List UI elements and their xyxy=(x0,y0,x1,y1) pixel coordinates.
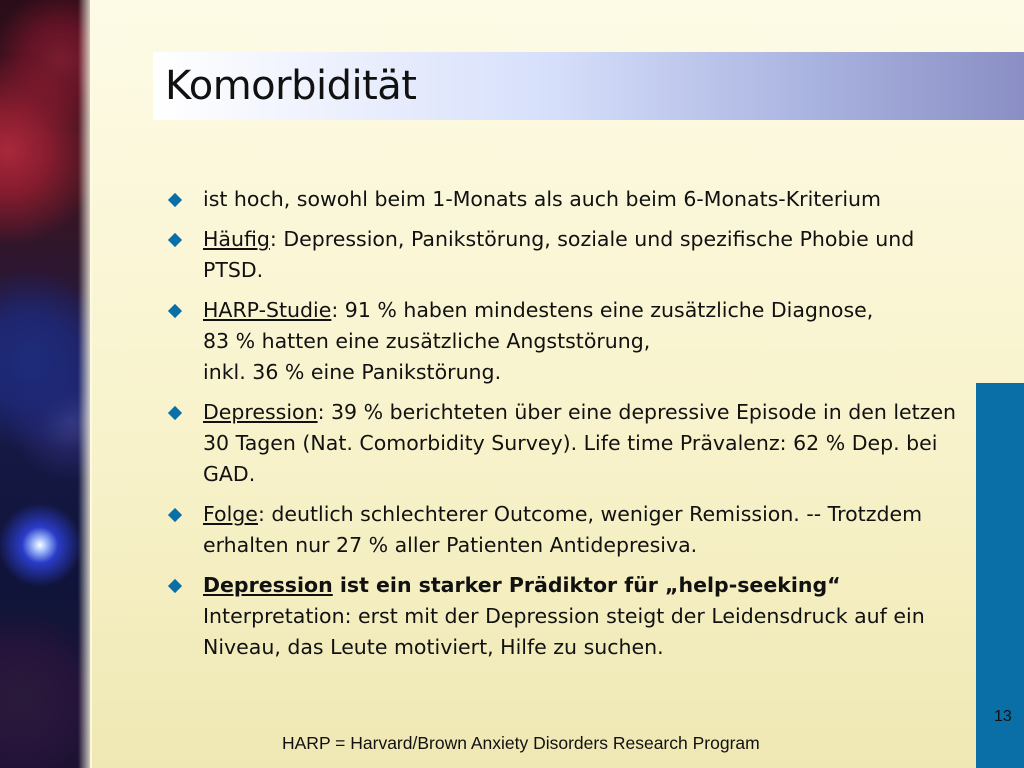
bullet-item-harp-studie xyxy=(168,295,968,388)
diamond-bullet-icon xyxy=(168,406,182,420)
bullet-list xyxy=(168,184,968,672)
bullet-text: ist hoch, sowohl beim 1-Monats als auch beim 6-Monats-Kriterium xyxy=(203,187,882,211)
diamond-bullet-icon xyxy=(168,508,182,522)
bullet-line: 83 % hatten eine zusätzliche Angststörung, xyxy=(203,329,651,353)
bullet-term: HARP-Studie xyxy=(203,298,332,322)
bullet-term: Häufig xyxy=(203,227,270,251)
bullet-term: Folge xyxy=(203,502,258,526)
bullet-item-folge xyxy=(168,499,968,561)
bullet-item-depression xyxy=(168,397,968,490)
diamond-bullet-icon xyxy=(168,304,182,318)
diamond-bullet-icon xyxy=(168,579,182,593)
bullet-heading xyxy=(203,573,841,597)
diamond-bullet-icon xyxy=(168,233,182,247)
bullet-text: : Depression, Panikstörung, soziale und spezifische Phobie und PTSD. xyxy=(203,227,915,282)
footnote: HARP = Harvard/Brown Anxiety Disorders Research Program xyxy=(282,733,760,753)
bullet-item-komorbiditaet-hoch xyxy=(168,184,968,215)
decorative-art-strip xyxy=(0,0,90,768)
diamond-bullet-icon xyxy=(168,193,182,207)
title-bar xyxy=(153,52,1024,120)
bullet-term: Depression xyxy=(203,573,333,597)
bullet-line: inkl. 36 % eine Panikstörung. xyxy=(203,360,502,384)
bullet-text: : 91 % haben mindestens eine zusätzliche Diagnose, xyxy=(331,298,874,322)
bullet-item-help-seeking xyxy=(168,570,968,663)
page-title: Komorbidität xyxy=(165,63,417,109)
bullet-text: ist ein starker Prädiktor für „help-seeking“ xyxy=(332,573,841,597)
slide-number: 13 xyxy=(994,708,1012,725)
bullet-text: : 39 % berichteten über eine depressive Episode in den letzen 30 Tagen (Nat. Comorbidity Survey). Life time Prävalenz: 62 % Dep. bei GAD. xyxy=(203,400,957,486)
bullet-item-haeufig xyxy=(168,224,968,286)
bullet-text: : deutlich schlechterer Outcome, weniger Remission. -- Trotzdem erhalten nur 27 % aller Patienten Antidepresiva. xyxy=(203,502,923,557)
bullet-line xyxy=(203,295,968,326)
art-fade xyxy=(78,0,92,768)
bullet-term: Depression xyxy=(203,400,318,424)
bullet-line: Interpretation: erst mit der Depression steigt der Leidensdruck auf ein Niveau, das Leute motiviert, Hilfe zu suchen. xyxy=(203,604,925,659)
